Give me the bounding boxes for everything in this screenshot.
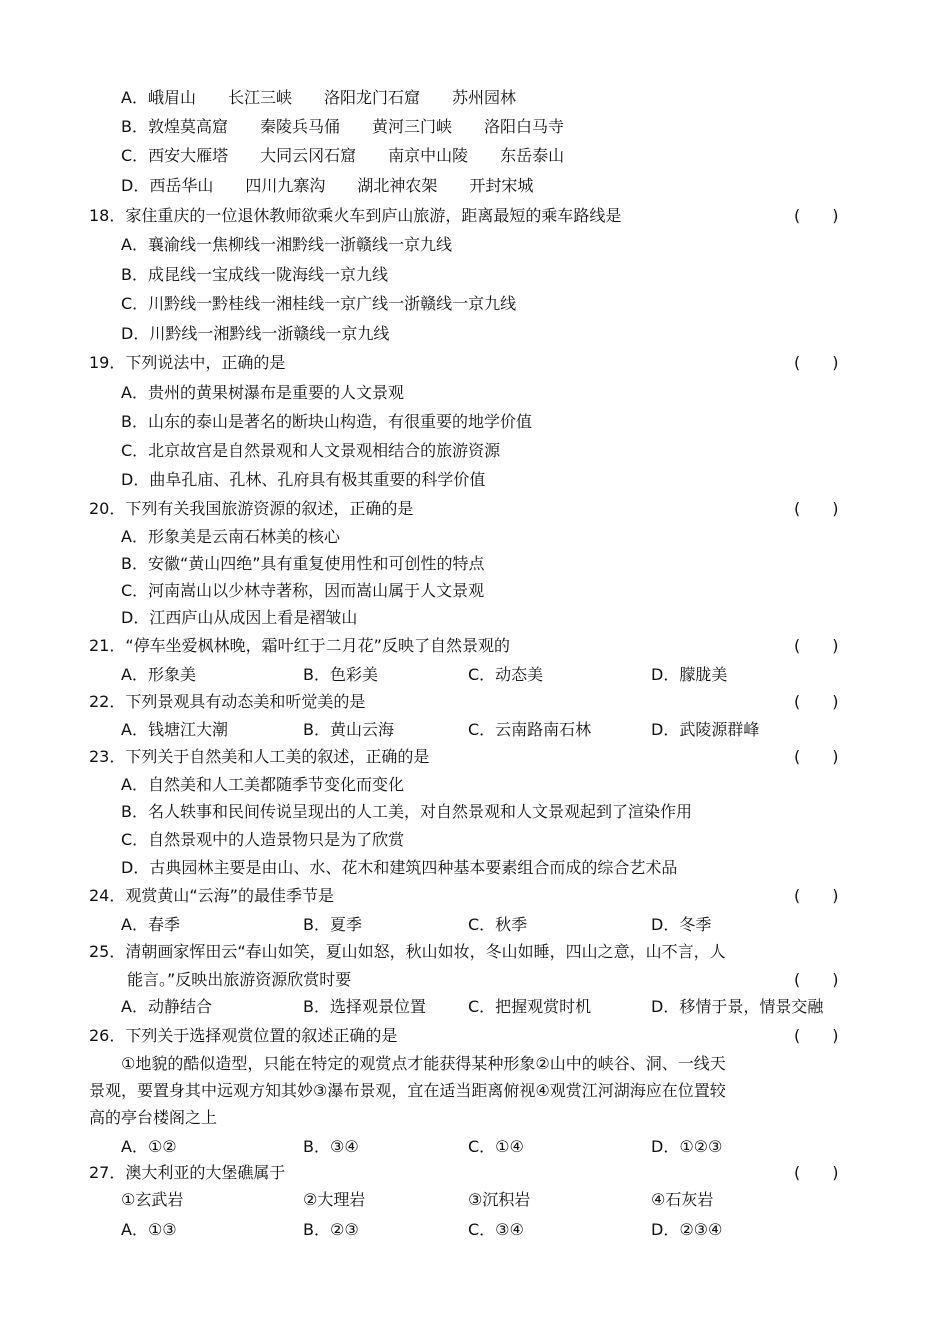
q19-option-d: D．曲阜孔庙、孔林、孔府具有极其重要的科学价值	[121, 470, 486, 489]
q24-stem: 24．观赏黄山“云海”的最佳季节是	[89, 886, 334, 905]
q26-statement-line3: 高的亭台楼阁之上	[89, 1108, 218, 1127]
q18-option-c: C．川黔线一黔桂线一湘桂线一京广线一浙赣线一京九线	[121, 294, 517, 313]
q27-item-4: ④石灰岩	[651, 1190, 714, 1209]
q18-answer-paren: ( )	[794, 206, 839, 225]
q27-option-a: A．①③	[121, 1220, 177, 1239]
q23-answer-paren: ( )	[794, 747, 839, 766]
q27-item-3: ③沉积岩	[468, 1190, 531, 1209]
q25-option-b: B．选择观景位置	[303, 997, 426, 1016]
q27-answer-paren: ( )	[794, 1163, 839, 1182]
q27-option-d: D．②③④	[651, 1220, 723, 1239]
q20-option-c: C．河南嵩山以少林寺著称，因而嵩山属于人文景观	[121, 581, 485, 600]
q26-option-c: C．①④	[468, 1137, 524, 1156]
q19-option-c: C．北京故宫是自然景观和人文景观相结合的旅游资源	[121, 441, 501, 460]
q22-answer-paren: ( )	[794, 692, 839, 711]
q19-option-b: B．山东的泰山是著名的断块山构造，有很重要的地学价值	[121, 412, 532, 431]
q27-item-2: ②大理岩	[303, 1190, 366, 1209]
q26-statement-line2: 景观，要置身其中远观方知其妙③瀑布景观，宜在适当距离俯视④观赏江河湖海应在位置较	[89, 1081, 726, 1100]
q26-answer-paren: ( )	[794, 1026, 839, 1045]
q21-stem: 21．“停车坐爱枫林晚，霜叶红于二月花”反映了自然景观的	[89, 636, 510, 655]
q18-stem: 18．家住重庆的一位退休教师欲乘火车到庐山旅游，距离最短的乘车路线是	[89, 206, 622, 225]
q20-answer-paren: ( )	[794, 499, 839, 518]
q23-option-c: C．自然景观中的人造景物只是为了欣赏	[121, 830, 405, 849]
q26-option-d: D．①②③	[651, 1137, 723, 1156]
q22-option-d: D．武陵源群峰	[651, 720, 760, 739]
q26-option-a: A．①②	[121, 1137, 177, 1156]
q25-option-a: A．动静结合	[121, 997, 212, 1016]
q25-stem-line2: 能言。”反映出旅游资源欣赏时要	[127, 970, 352, 989]
q18-option-a: A．襄渝线一焦柳线一湘黔线一浙赣线一京九线	[121, 235, 452, 254]
q24-option-d: D．冬季	[651, 915, 712, 934]
q22-option-a: A．钱塘江大潮	[121, 720, 228, 739]
q25-option-c: C．把握观赏时机	[468, 997, 592, 1016]
q17-option-a: A．峨眉山 长江三峡 洛阳龙门石窟 苏州园林	[121, 88, 516, 107]
q20-option-a: A．形象美是云南石林美的核心	[121, 527, 340, 546]
q21-option-d: D．朦胧美	[651, 665, 728, 684]
q17-option-c: C．西安大雁塔 大同云冈石窟 南京中山陵 东岳泰山	[121, 146, 565, 165]
q21-answer-paren: ( )	[794, 636, 839, 655]
q18-option-b: B．成昆线一宝成线一陇海线一京九线	[121, 265, 388, 284]
q22-stem: 22．下列景观具有动态美和听觉美的是	[89, 692, 366, 711]
q17-option-d: D．西岳华山 四川九寨沟 湖北神农架 开封宋城	[121, 176, 534, 195]
q25-option-d: D．移情于景，情景交融	[651, 997, 824, 1016]
q21-option-b: B．色彩美	[303, 665, 378, 684]
q24-option-a: A．春季	[121, 915, 180, 934]
q20-option-b: B．安徽“黄山四绝”具有重复使用性和可创性的特点	[121, 554, 485, 573]
q23-option-b: B．名人轶事和民间传说呈现出的人工美，对自然景观和人文景观起到了渲染作用	[121, 802, 692, 821]
q24-option-c: C．秋季	[468, 915, 528, 934]
q23-stem: 23．下列关于自然美和人工美的叙述，正确的是	[89, 747, 430, 766]
q22-option-c: C．云南路南石林	[468, 720, 592, 739]
q27-option-c: C．③④	[468, 1220, 524, 1239]
q24-option-b: B．夏季	[303, 915, 362, 934]
q27-item-1: ①玄武岩	[121, 1190, 184, 1209]
q26-option-b: B．③④	[303, 1137, 359, 1156]
q23-option-a: A．自然美和人工美都随季节变化而变化	[121, 775, 404, 794]
q23-option-d: D．古典园林主要是由山、水、花木和建筑四种基本要素组合而成的综合艺术品	[121, 858, 678, 877]
q21-option-c: C．动态美	[468, 665, 544, 684]
q25-answer-paren: ( )	[794, 970, 839, 989]
q24-answer-paren: ( )	[794, 886, 839, 905]
q20-option-d: D．江西庐山从成因上看是褶皱山	[121, 608, 358, 627]
q18-option-d: D．川黔线一湘黔线一浙赣线一京九线	[121, 324, 390, 343]
q20-stem: 20．下列有关我国旅游资源的叙述，正确的是	[89, 499, 414, 518]
q26-statement-line1: ①地貌的酷似造型，只能在特定的观赏点才能获得某种形象②山中的峡谷、洞、一线天	[121, 1054, 726, 1073]
q17-option-b: B．敦煌莫高窟 秦陵兵马俑 黄河三门峡 洛阳白马寺	[121, 117, 564, 136]
q25-stem-line1: 25．清朝画家恽田云“春山如笑，夏山如怒，秋山如妆，冬山如睡，四山之意，山不言，人	[89, 942, 726, 961]
q19-option-a: A．贵州的黄果树瀑布是重要的人文景观	[121, 383, 404, 402]
q27-stem: 27．澳大利亚的大堡礁属于	[89, 1163, 286, 1182]
q19-stem: 19．下列说法中，正确的是	[89, 353, 286, 372]
q21-option-a: A．形象美	[121, 665, 196, 684]
q22-option-b: B．黄山云海	[303, 720, 394, 739]
q19-answer-paren: ( )	[794, 353, 839, 372]
q26-stem: 26．下列关于选择观赏位置的叙述正确的是	[89, 1026, 398, 1045]
q27-option-b: B．②③	[303, 1220, 359, 1239]
